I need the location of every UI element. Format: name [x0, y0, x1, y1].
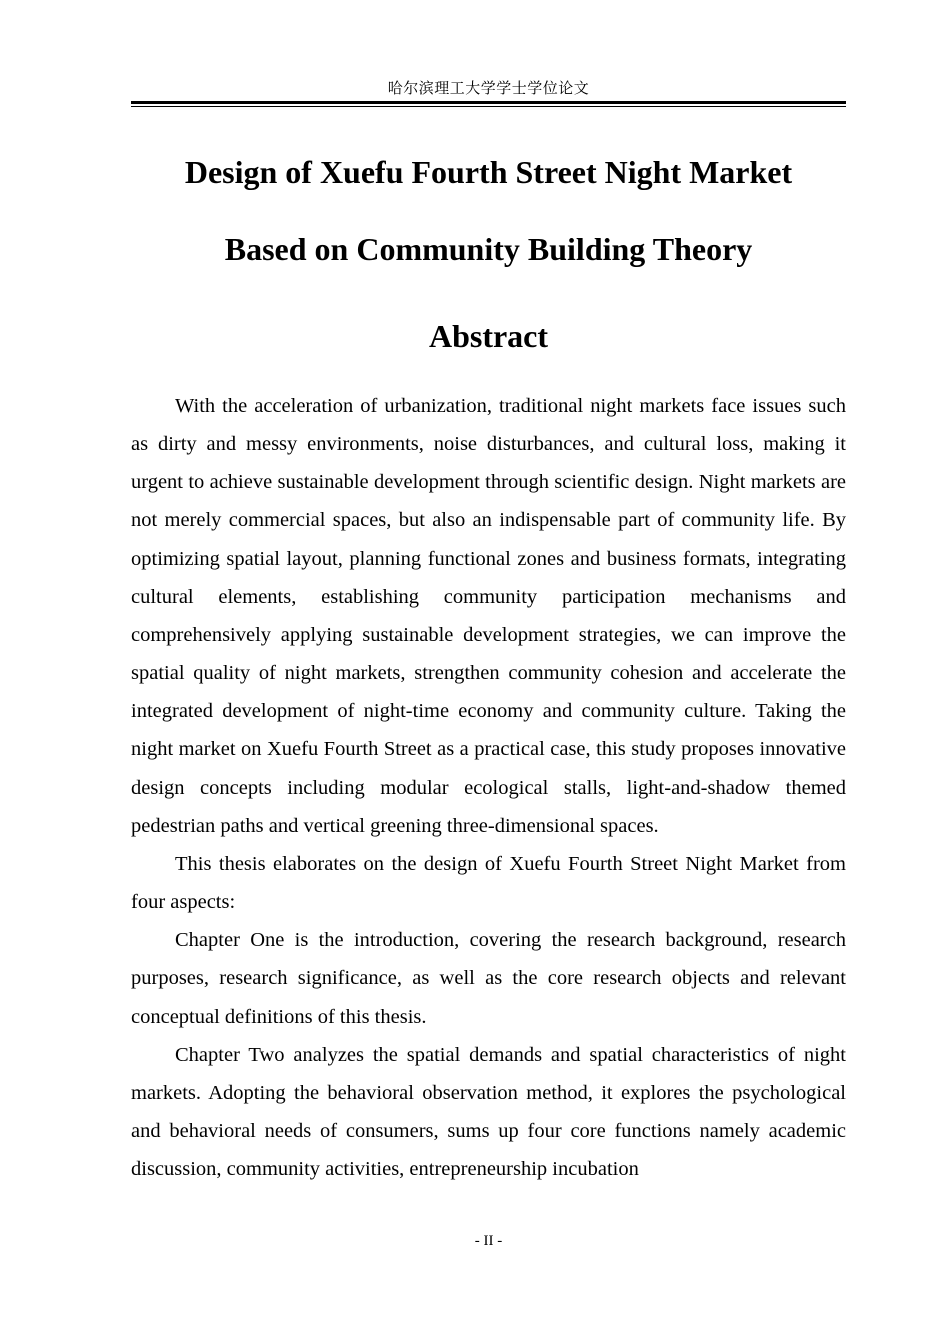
abstract-heading: Abstract — [428, 318, 549, 354]
header-rule-thin — [131, 106, 846, 107]
abstract-body — [131, 387, 846, 1188]
abstract-paragraph-3: Chapter One is the introduction, covering the research background, research purposes, research significance, as well as the core research objects and relevant conceptual definitions of this thesis. — [131, 929, 846, 1028]
header-rule-thick — [131, 101, 846, 104]
page-number: - II - — [474, 1233, 503, 1249]
thesis-title-line-1: Design of Xuefu Fourth Street Night Market — [184, 154, 793, 190]
abstract-paragraph-4: Chapter Two analyzes the spatial demands and spatial characteristics of night markets. Adopting the behavioral observation method, it explores the psychological and behavioral needs of consumers, sums up four core functions namely academic discussion, community activities, entrepreneurship incubation — [131, 1043, 846, 1181]
thesis-title-line-2: Based on Community Building Theory — [224, 231, 753, 267]
page-header: 哈尔滨理工大学学士学位论文 — [387, 79, 590, 97]
abstract-paragraph-2: This thesis elaborates on the design of Xuefu Fourth Street Night Market from four aspects: — [131, 852, 846, 914]
abstract-paragraph-1: With the acceleration of urbanization, traditional night markets face issues such as dirty and messy environments, noise disturbances, and cultural loss, making it urgent to achieve sustainable development through scientific design. Night markets are not merely commercial spaces, but also an indispensable part of community life. By optimizing spatial layout, planning functional zones and business formats, integrating cultural elements, establishing community participation mechanisms and comprehensively applying sustainable development strategies, we can improve the spatial quality of night markets, strengthen community cohesion and accelerate the integrated development of night-time economy and community culture. Taking the night market on Xuefu Fourth Street as a practical case, this study proposes innovative design concepts including modular ecological stalls, light-and-shadow themed pedestrian paths and vertical greening three-dimensional spaces. — [131, 395, 846, 837]
